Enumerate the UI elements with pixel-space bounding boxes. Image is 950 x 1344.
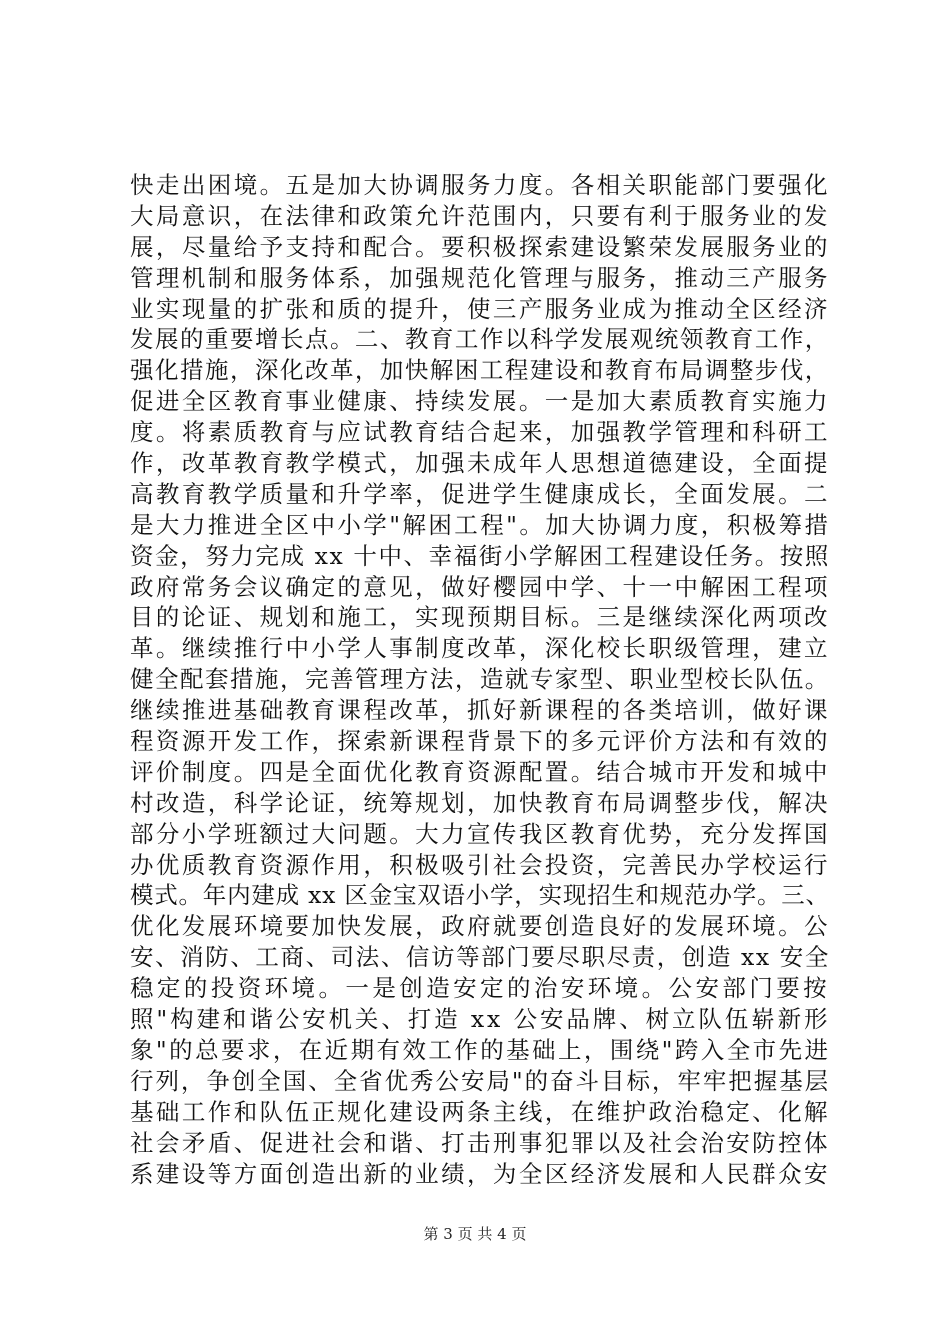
body-text — [130, 170, 830, 1189]
text-line: 发展的重要增长点。二、教育工作以科学发展观统领教育工作， — [130, 325, 830, 354]
text-line: 社会矛盾、促进社会和谐、打击刑事犯罪以及社会治安防控体 — [130, 1128, 830, 1157]
text-line: 业实现量的扩张和质的提升，使三产服务业成为推动全区经济 — [130, 294, 830, 323]
text-line: 模式。年内建成 xx 区金宝双语小学，实现招生和规范办学。三、 — [130, 881, 830, 910]
text-line: 优化发展环境要加快发展，政府就要创造良好的发展环境。公 — [130, 912, 830, 941]
text-line: 资金，努力完成 xx 十中、幸福街小学解困工程建设任务。按照 — [130, 541, 830, 570]
text-line: 管理机制和服务体系，加强规范化管理与服务，推动三产服务 — [130, 263, 830, 292]
text-line: 目的论证、规划和施工，实现预期目标。三是继续深化两项改 — [130, 603, 830, 632]
text-line: 照"构建和谐公安机关、打造 xx 公安品牌、树立队伍崭新形 — [130, 1005, 830, 1034]
text-line: 系建设等方面创造出新的业绩，为全区经济发展和人民群众安 — [130, 1159, 830, 1188]
text-line: 度。将素质教育与应试教育结合起来，加强教学管理和科研工 — [130, 418, 830, 447]
text-line: 促进全区教育事业健康、持续发展。一是加大素质教育实施力 — [130, 387, 830, 416]
text-line: 评价制度。四是全面优化教育资源配置。结合城市开发和城中 — [130, 757, 830, 786]
text-line: 展，尽量给予支持和配合。要积极探索建设繁荣发展服务业的 — [130, 232, 830, 261]
text-line: 作，改革教育教学模式，加强未成年人思想道德建设，全面提 — [130, 449, 830, 478]
text-line: 大局意识，在法律和政策允许范围内，只要有利于服务业的发 — [130, 201, 830, 230]
text-line: 是大力推进全区中小学"解困工程"。加大协调力度，积极筹措 — [130, 510, 830, 539]
page-footer: 第 3 页 共 4 页 — [423, 1225, 527, 1243]
text-line: 行列，争创全国、全省优秀公安局"的奋斗目标，牢牢把握基层 — [130, 1066, 830, 1095]
text-line: 快走出困境。五是加大协调服务力度。各相关职能部门要强化 — [130, 171, 830, 199]
text-line: 安、消防、工商、司法、信访等部门要尽职尽责，创造 xx 安全 — [130, 943, 830, 972]
text-line: 政府常务会议确定的意见，做好樱园中学、十一中解困工程项 — [130, 572, 830, 601]
text-line: 程资源开发工作，探索新课程背景下的多元评价方法和有效的 — [130, 727, 830, 756]
text-line: 基础工作和队伍正规化建设两条主线，在维护政治稳定、化解 — [130, 1097, 830, 1126]
text-line: 革。继续推行中小学人事制度改革，深化校长职级管理，建立 — [130, 634, 830, 663]
text-line: 继续推进基础教育课程改革，抓好新课程的各类培训，做好课 — [130, 696, 830, 725]
text-line: 强化措施，深化改革，加快解困工程建设和教育布局调整步伐， — [130, 356, 830, 385]
text-line: 象"的总要求，在近期有效工作的基础上，围绕"跨入全市先进 — [130, 1035, 830, 1064]
text-line: 高教育教学质量和升学率，促进学生健康成长，全面发展。二 — [130, 479, 830, 508]
text-line: 办优质教育资源作用，积极吸引社会投资，完善民办学校运行 — [130, 850, 830, 879]
text-line: 稳定的投资环境。一是创造安定的治安环境。公安部门要按 — [130, 974, 830, 1003]
text-line: 村改造，科学论证，统筹规划，加快教育布局调整步伐，解决 — [130, 788, 830, 817]
text-line: 部分小学班额过大问题。大力宣传我区教育优势，充分发挥国 — [130, 819, 830, 848]
text-line: 健全配套措施，完善管理方法，造就专家型、职业型校长队伍。 — [130, 665, 830, 694]
